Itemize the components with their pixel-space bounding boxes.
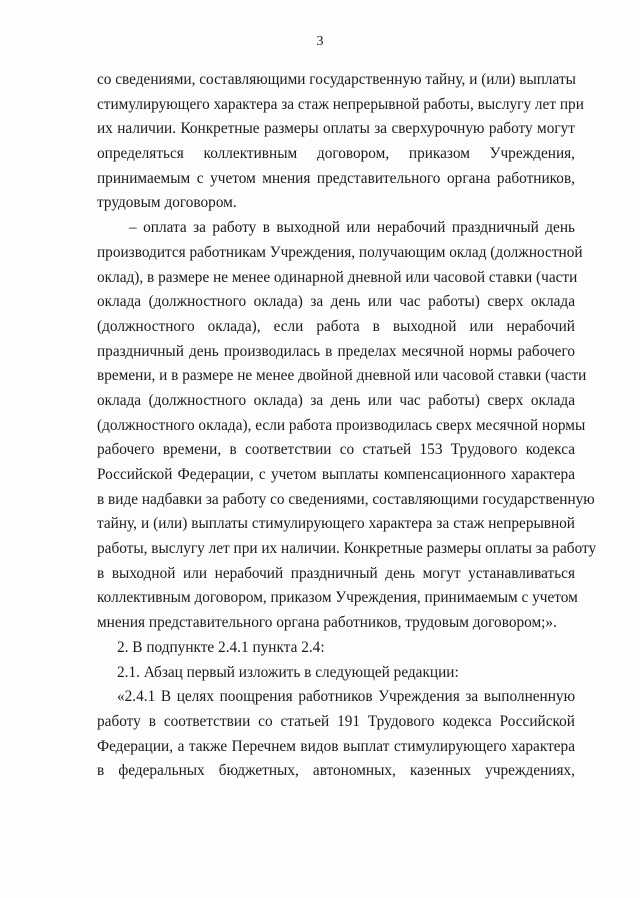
text-line: мнения представительного органа работников, трудовым договором;». [97, 614, 557, 632]
text-line: в выходной или нерабочий праздничный день могут устанавливаться [97, 564, 575, 582]
text-line: оклад), в размере не менее одинарной дневной или часовой ставки (части [97, 268, 578, 286]
text-line: коллективным договором, приказом Учреждения, принимаемым с учетом [97, 589, 578, 607]
text-line: определяться коллективным договором, приказом Учреждения, [97, 145, 575, 163]
text-line: работу в соответствии со статьей 191 Трудового кодекса Российской [97, 712, 575, 730]
page-number: 3 [316, 34, 324, 49]
text-line: рабочего времени, в соответствии со статьей 153 Трудового кодекса [97, 441, 575, 459]
text-line: в виде надбавки за работу со сведениями, составляющими государственную [97, 490, 595, 508]
text-line: принимаемым с учетом мнения представительного органа работников, [97, 169, 575, 187]
text-line: стимулирующего характера за стаж непрерывной работы, выслугу лет при [97, 95, 584, 113]
text-line: оклада (должностного оклада) за день или час работы) сверх оклада [97, 391, 575, 409]
text-line: (должностного оклада), если работа в выходной или нерабочий [97, 317, 575, 335]
text-line: производится работникам Учреждения, получающим оклад (должностной [97, 243, 583, 261]
text-line: Российской Федерации, с учетом выплаты компенсационного характера [97, 466, 575, 483]
text-line: их наличии. Конкретные размеры оплаты за сверхурочную работу могут [97, 120, 575, 138]
document-body [97, 68, 597, 784]
text-line: в федеральных бюджетных, автономных, казенных учреждениях, [97, 762, 575, 780]
text-line: времени, и в размере не менее двойной дневной или часовой ставки (части [97, 367, 587, 385]
text-line: со сведениями, составляющими государственную тайну, и (или) выплаты [97, 71, 576, 88]
text-line: – оплата за работу в выходной или нерабочий праздничный день [129, 219, 575, 237]
text-line: трудовым договором. [97, 194, 237, 212]
text-line: (должностного оклада), если работа производилась сверх месячной нормы [97, 416, 586, 434]
text-line: «2.4.1 В целях поощрения работников Учреждения за выполненную [117, 688, 575, 706]
text-line: праздничный день производилась в пределах месячной нормы рабочего [97, 342, 575, 360]
text-line: 2.1. Абзац первый изложить в следующей редакции: [117, 663, 459, 681]
text-line: 2. В подпункте 2.4.1 пункта 2.4: [117, 638, 325, 656]
text-line: работы, выслугу лет при их наличии. Конкретные размеры оплаты за работу [97, 540, 597, 558]
text-line: Федерации, а также Перечнем видов выплат стимулирующего характера [97, 737, 575, 755]
text-line: оклада (должностного оклада) за день или час работы) сверх оклада [97, 293, 575, 311]
text-line: тайну, и (или) выплаты стимулирующего характера за стаж непрерывной [97, 515, 575, 533]
